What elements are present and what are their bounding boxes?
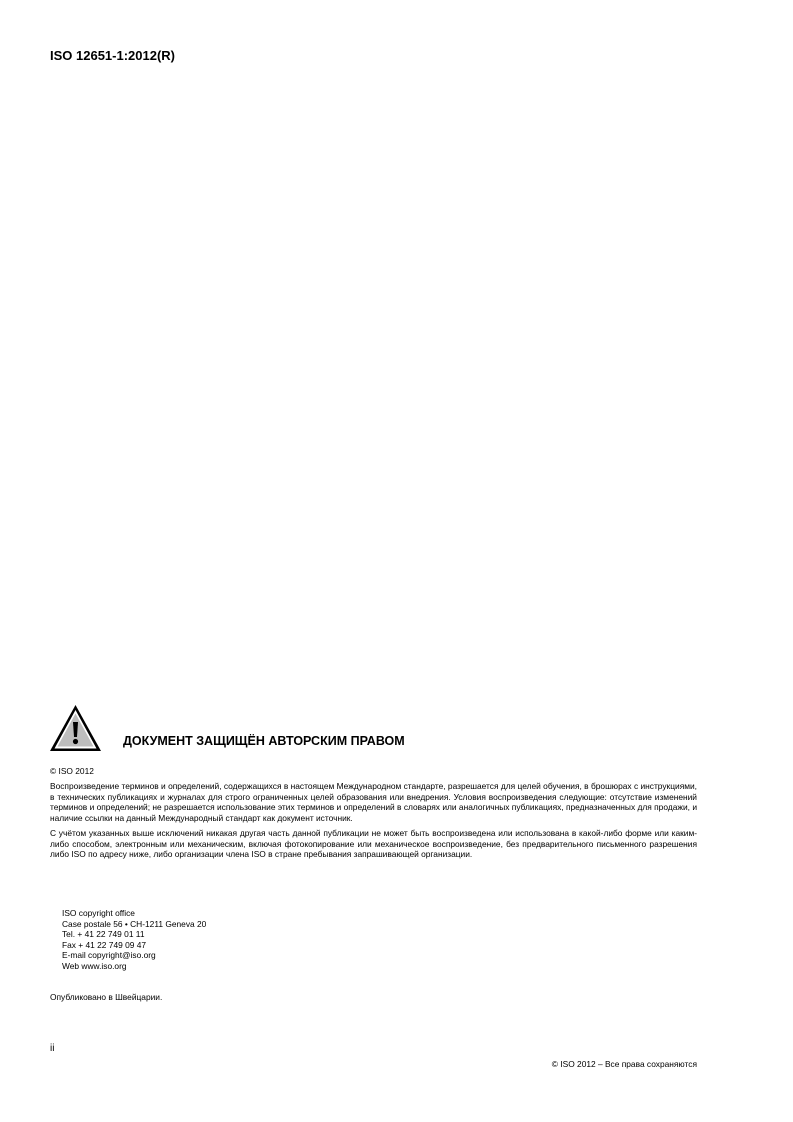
- address-line-web: Web www.iso.org: [62, 960, 127, 971]
- copyright-body: [50, 781, 697, 860]
- address-line-tel: Tel. + 41 22 749 01 11: [62, 929, 145, 940]
- address-line-fax: Fax + 41 22 749 09 47: [62, 939, 147, 950]
- copyright-paragraph-1: Воспроизведение терминов и определений, содержащихся в настоящем Международном стандарте, разрешается для целей обучения, в брошюрах с инструкциями, в технических публикациях и журналах для строго ограниченных целей образования или внедрения. Условия воспроизведения следующие: отсутствие изменений терминов и определений; не разрешается использование этих терминов и определений в словарях или аналогичных публикациях, предназначенных для продажи, и наличие ссылки на данный Международный стандарт как документ источник.: [50, 781, 697, 823]
- address-line-postal: Case postale 56 • CH-1211 Geneva 20: [62, 918, 207, 929]
- page-number: ii: [50, 1043, 55, 1054]
- address-line-email: E-mail copyright@iso.org: [62, 950, 156, 961]
- address-line-office: ISO copyright office: [62, 908, 135, 918]
- copyright-line: © ISO 2012: [50, 766, 94, 776]
- iso-address-block: [62, 908, 206, 972]
- copyright-paragraph-2: С учётом указанных выше исключений никакая другая часть данной публикации не может быть воспроизведена или использована в какой-либо форме или каким-либо способом, электронным или механическим, включая фотокопирование или механическое воспроизведение, без предварительного письменного разрешения либо ISO по адресу ниже, либо организации члена ISO в стране пребывания запрашивающей организации.: [50, 828, 697, 859]
- copyright-notice: [48, 703, 693, 753]
- footer-rights: © ISO 2012 – Все права сохраняются: [551, 1059, 697, 1069]
- document-id-header: ISO 12651-1:2012(R): [50, 48, 176, 63]
- copyright-notice-header: [48, 703, 693, 753]
- warning-triangle-icon: [48, 703, 103, 753]
- copyright-notice-title: ДОКУМЕНТ ЗАЩИЩЁН АВТОРСКИМ ПРАВОМ: [123, 734, 405, 748]
- published-in-note: Опубликовано в Швейцарии.: [50, 992, 163, 1002]
